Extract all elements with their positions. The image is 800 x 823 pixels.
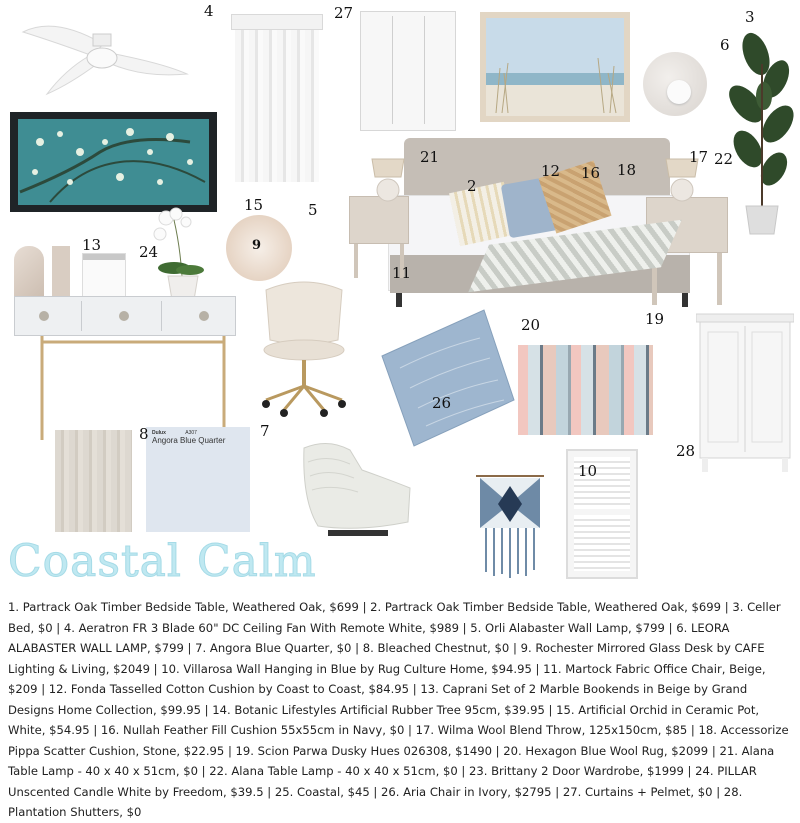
label-12: 12 <box>541 162 561 180</box>
hexagon-blue-rug-image <box>380 308 516 448</box>
mirrored-desk-image <box>14 296 236 336</box>
swatch-brand: Dulux <box>152 430 166 436</box>
blossom-artwork <box>10 112 217 212</box>
label-11: 11 <box>392 264 412 282</box>
label-18: 18 <box>617 161 637 179</box>
coastal-artwork <box>486 18 624 116</box>
bleached-chestnut-swatch <box>55 430 132 532</box>
label-2: 2 <box>467 177 477 195</box>
label-26: 26 <box>432 394 452 412</box>
table-lamp-left-image <box>369 157 407 202</box>
pillar-candle-image <box>82 253 126 299</box>
label-15: 15 <box>244 196 264 214</box>
label-16: 16 <box>581 164 601 182</box>
curtains-pelmet-image <box>231 14 323 182</box>
blossom-artwork-frame <box>10 112 217 212</box>
swatch-code: A307 <box>185 430 197 436</box>
board-description: 1. Partrack Oak Timber Bedside Table, Weathered Oak, $699 | 2. Partrack Oak Timber Bedside Table, Weathered Oak, $699 | 3. Celler Bed, $0 | 4. Aeratron FR 3 Blade 60" DC Ceiling Fan With Remote White, $989 | 5. Orli Alabaster Wall Lamp, $799 | 6. LEORA ALABASTER WALL LAMP, $799 | 7. Angora Blue Quarter, $0 | 8. Bleached Chestnut, $0 | 9. Rochester Mirrored Glass Desk by CAFE Lighting & Living, $2049 | 10. Villarosa Wall Hanging in Blue by Rug Culture Home, $94.95 | 11. Martock Fabric Office Chair, Beige, $209 | 12. Fonda Tasselled Cotton Cushion by Coast to Coast, $84.95 | 13. Caprani Set of 2 Marble Bookends in Beige by Grand Designs Home Collection, $99.95 | 14. Botanic Lifestyles Artificial Rubber Tree 95cm, $39.95 | 15. Artificial Orchid in Ceramic Pot, White, $54.95 | 16. Nullah Feather Fill Cushion 55x55cm in Navy, $0 | 17. Wilma Wool Blend Throw, 125x150cm, $85 | 18. Accessorize Pippa Scatter Cushion, Stone, $22.95 | 19. Scion Parwa Dusky Hues 026308, $1490 | 20. Hexagon Blue Wool Rug, $2099 | 21. Alana Table Lamp - 40 x 40 x 51cm, $0 | 22. Alana Table Lamp - 40 x 40 x 51cm, $0 | 23. Brittany 2 Door Wardrobe, $1999 | 24. PILLAR Unscented Candle White by Freedom, $39.5 | 25. Coastal, $45 | 26. Aria Chair in Ivory, $2795 | 27. Curtains + Pelmet, $0 | 28. Plantation Shutters, $0 <box>8 600 789 819</box>
label-20: 20 <box>521 316 541 334</box>
villarosa-wall-hanging-image <box>474 474 546 578</box>
label-17: 17 <box>689 148 709 166</box>
label-19: 19 <box>645 310 665 328</box>
label-9: 9 <box>252 238 262 253</box>
swatch-name: Angora Blue Quarter <box>152 436 226 445</box>
aria-chair-image <box>298 440 416 540</box>
label-28: 28 <box>676 442 696 460</box>
label-21: 21 <box>420 148 440 166</box>
alabaster-wall-lamp-image <box>643 52 707 116</box>
label-13: 13 <box>82 236 102 254</box>
brittany-wardrobe-image <box>696 312 794 474</box>
ceiling-fan-image <box>15 14 190 96</box>
orchid-image <box>152 206 210 302</box>
label-10: 10 <box>578 462 598 480</box>
marble-bookend-image <box>52 246 70 302</box>
coastal-artwork-frame <box>480 12 630 122</box>
label-22: 22 <box>714 150 734 168</box>
label-24: 24 <box>139 243 159 261</box>
label-3: 3 <box>745 8 755 26</box>
label-7: 7 <box>260 422 270 440</box>
angora-blue-swatch <box>146 427 250 532</box>
wardrobe-top-image <box>360 11 456 131</box>
rubber-tree-image <box>726 24 800 238</box>
plantation-shutters-image <box>566 449 638 579</box>
board-title: Coastal Calm <box>8 536 317 587</box>
label-27: 27 <box>334 4 354 22</box>
label-5: 5 <box>308 201 318 219</box>
marble-bookend-image <box>14 246 44 302</box>
office-chair-image <box>254 278 354 418</box>
label-6: 6 <box>720 36 730 54</box>
label-8: 8 <box>139 425 149 443</box>
scion-parwa-rug-image <box>518 345 653 435</box>
bed-leg <box>396 293 402 307</box>
label-4: 4 <box>204 2 214 20</box>
